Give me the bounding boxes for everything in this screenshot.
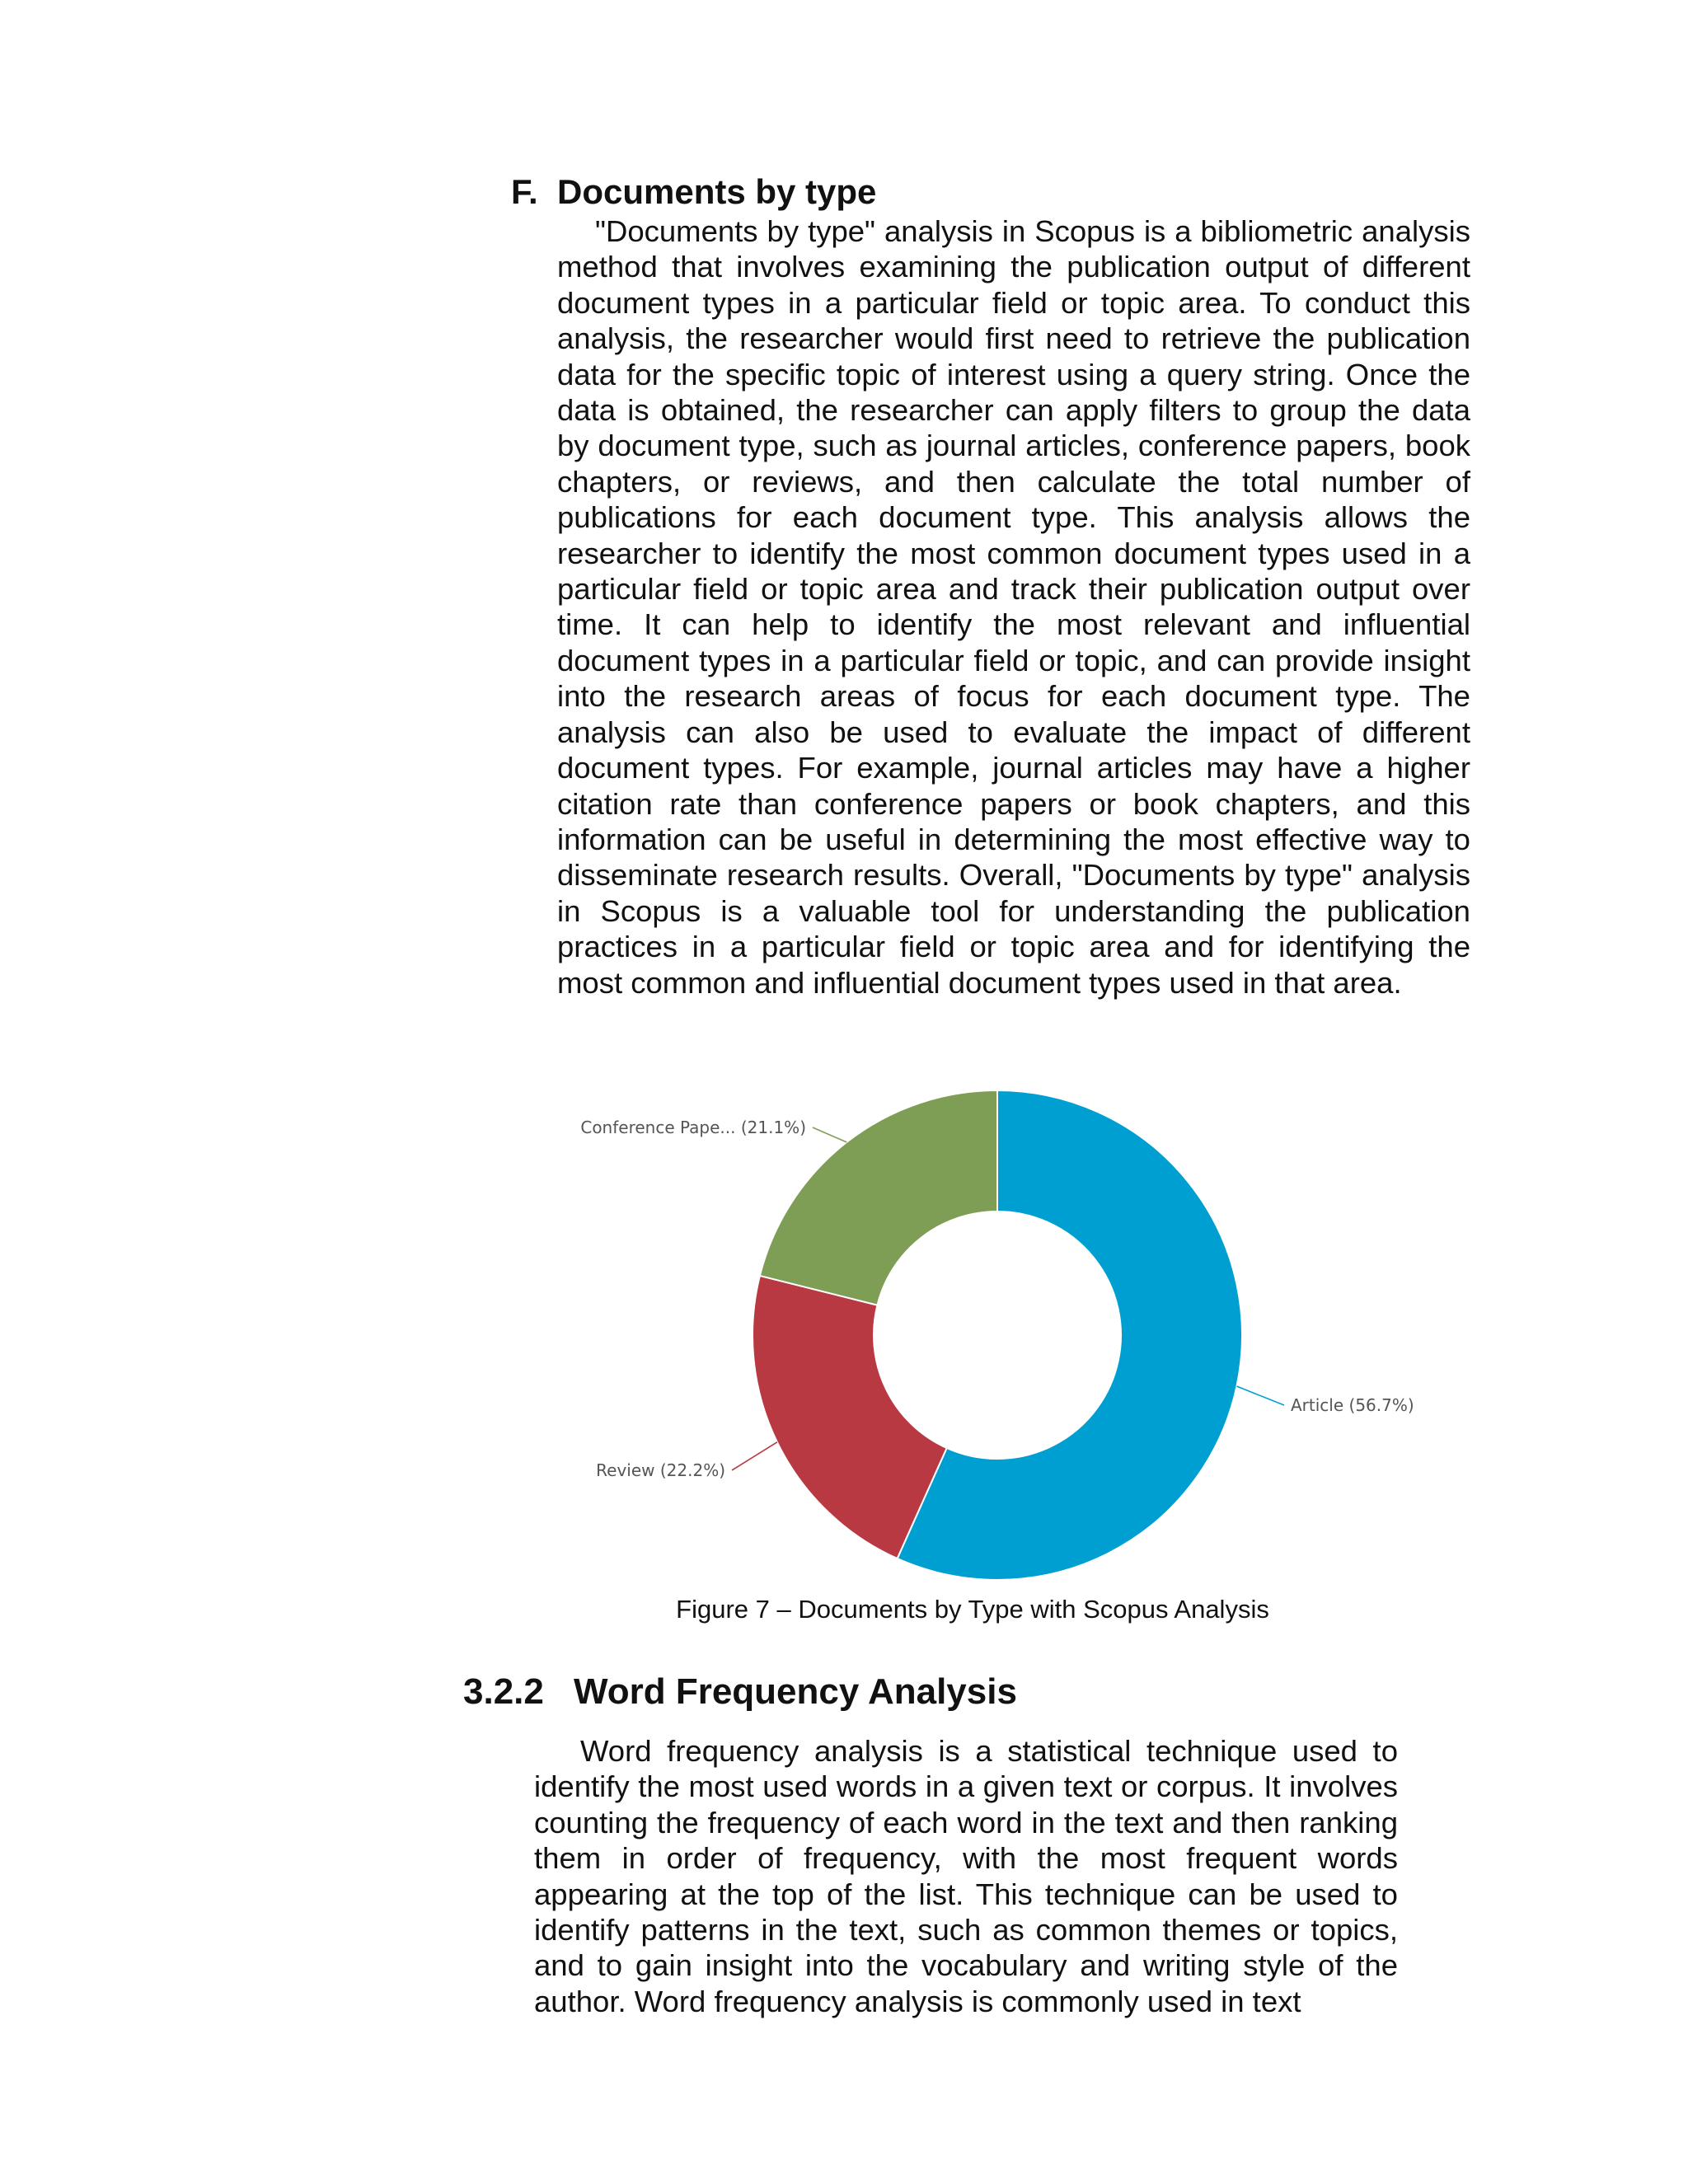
subsection-title: Word Frequency Analysis bbox=[574, 1671, 1017, 1712]
figure-caption: Figure 7 – Documents by Type with Scopus Analysis bbox=[676, 1595, 1269, 1624]
paragraph-text: "Documents by type" analysis in Scopus is a bibliometric analysis method that involves examining the publication output of different document types in a particular field or topic area. To conduct this analysis, the researcher would first need to retrieve the publication data for the specific topic of interest using a query string. Once the data is obtained, the researcher can apply filters to group the data by document type, such as journal articles, conference papers, book chapters, or reviews, and then calculate the total number of publications for each document type. This analysis allows the researcher to identify the most common document types used in a particular field or topic area and track their publication output over time. It can help to identify the most relevant and influential document types in a particular field or topic, and can provide insight into the research areas of focus for each document type. The analysis can also be used to evaluate the impact of different document types. For example, journal articles may have a higher citation rate than conference papers or book chapters, and this information can be useful in determining the most effective way to disseminate research results. Overall, "Documents by type" analysis in Scopus is a valuable tool for understanding the publication practices in a particular field or topic area and for identifying the most common and influential document types used in that area. bbox=[557, 214, 1470, 1000]
donut-chart-svg bbox=[560, 1071, 1467, 1599]
subsection-heading bbox=[463, 1668, 1017, 1716]
slice-leader-line bbox=[1236, 1386, 1284, 1405]
slice-label: Conference Pape... (21.1%) bbox=[580, 1118, 806, 1137]
donut-chart bbox=[560, 1071, 1467, 1599]
subsection-number: 3.2.2 bbox=[463, 1671, 544, 1712]
slice-label: Review (22.2%) bbox=[596, 1460, 725, 1480]
body-paragraph bbox=[557, 213, 1470, 1001]
slice-leader-line bbox=[732, 1442, 777, 1470]
body-paragraph bbox=[534, 1733, 1398, 2019]
paragraph-text: Word frequency analysis is a statistical technique used to identify the most used words in a given text or corpus. It involves counting the frequency of each word in the text and then ranking them in order of frequency, with the most frequent words appearing at the top of the list. This technique can be used to identify patterns in the text, such as common themes or topics, and to gain insight into the vocabulary and writing style of the author. Word frequency analysis is commonly used in text bbox=[534, 1734, 1398, 2018]
section-number: F. bbox=[511, 172, 538, 211]
section-heading bbox=[511, 169, 876, 215]
slice-label: Article (56.7%) bbox=[1291, 1395, 1414, 1415]
section-title: Documents by type bbox=[557, 172, 877, 211]
slice-leader-line bbox=[813, 1127, 846, 1142]
